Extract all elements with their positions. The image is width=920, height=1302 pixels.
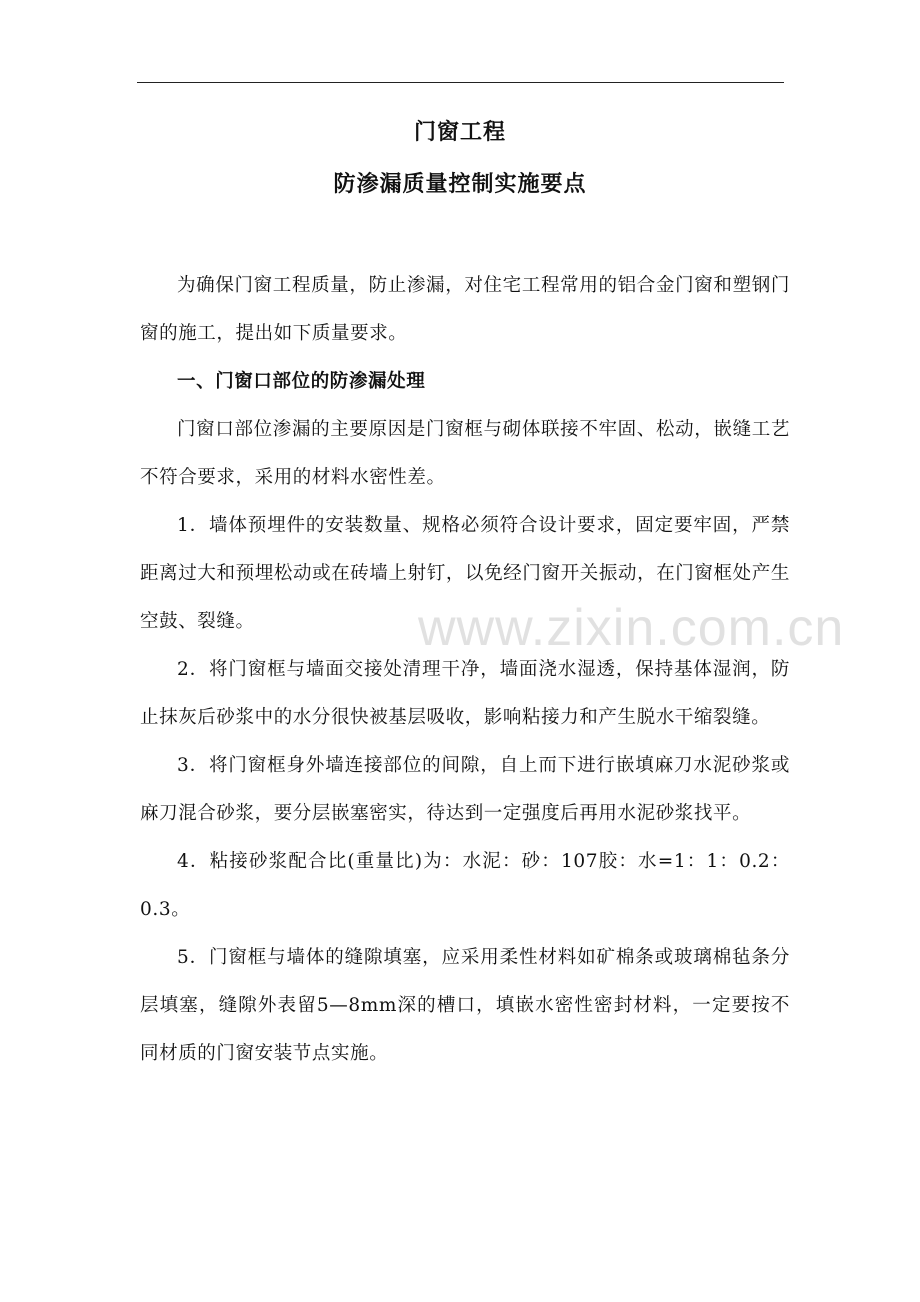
watermark-text: www.zixin.com.cn xyxy=(418,599,845,657)
document-body xyxy=(140,262,790,1078)
list-item-4: 4．粘接砂浆配合比(重量比)为：水泥：砂：107胶：水=1：1：0.2：0.3。 xyxy=(140,851,790,920)
document-title: 门窗工程 xyxy=(413,120,506,145)
header-rule xyxy=(137,82,784,83)
list-item-2: 2．将门窗框与墙面交接处清理干净，墙面浇水湿透，保持基体湿润，防止抹灰后砂浆中的水分很快被基层吸收，影响粘接力和产生脱水干缩裂缝。 xyxy=(140,659,790,728)
intro-paragraph: 为确保门窗工程质量，防止渗漏，对住宅工程常用的铝合金门窗和塑钢门窗的施工，提出如下质量要求。 xyxy=(140,275,790,344)
list-item-3: 3．将门窗框身外墙连接部位的间隙，自上而下进行嵌填麻刀水泥砂浆或麻刀混合砂浆，要分层嵌塞密实，待达到一定强度后再用水泥砂浆找平。 xyxy=(140,755,790,824)
list-item-5: 5．门窗框与墙体的缝隙填塞，应采用柔性材料如矿棉条或玻璃棉毡条分层填塞，缝隙外表留5—8mm深的槽口，填嵌水密性密封材料，一定要按不同材质的门窗安装节点实施。 xyxy=(140,947,790,1064)
list-item-1: 1．墙体预埋件的安装数量、规格必须符合设计要求，固定要牢固，严禁距离过大和预埋松动或在砖墙上射钉，以免经门窗开关振动，在门窗框处产生空鼓、裂缝。 xyxy=(140,515,790,632)
body-paragraph: 门窗口部位渗漏的主要原因是门窗框与砌体联接不牢固、松动，嵌缝工艺不符合要求，采用的材料水密性差。 xyxy=(140,419,790,488)
section-heading: 一、门窗口部位的防渗漏处理 xyxy=(177,371,426,392)
document-subtitle: 防渗漏质量控制实施要点 xyxy=(333,172,587,197)
